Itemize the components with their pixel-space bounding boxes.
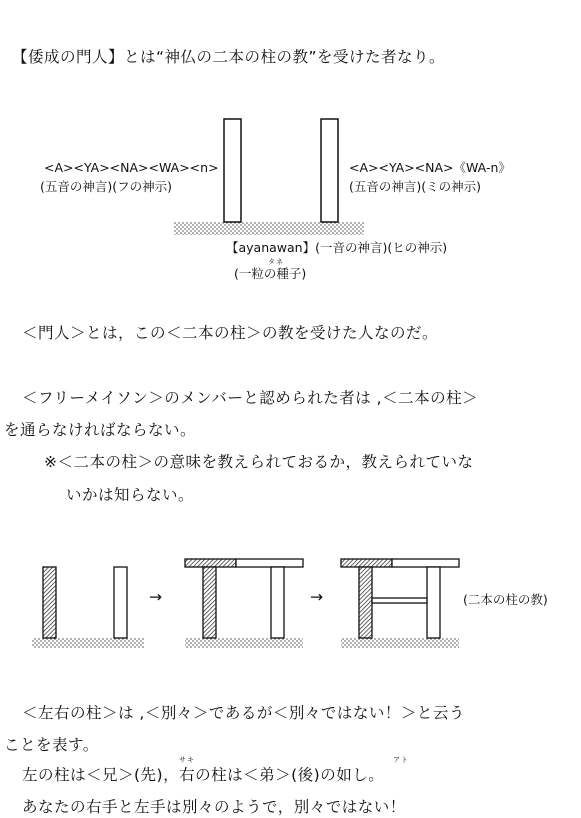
hatched-pillar-3 (359, 567, 372, 638)
hatched-beam-2 (185, 559, 236, 567)
bottom-label: 【ayanawan】(一音の神言)(ヒの神示) (226, 240, 448, 255)
ruby-saki: サキ (179, 756, 195, 764)
plain-pillar-2 (271, 567, 284, 638)
paragraph-brothers: 左の柱は＜兄＞(先)，右の柱は＜弟＞(後)の如し。 (22, 766, 385, 784)
bottom-sublabel: (一粒の種子) (234, 266, 307, 281)
hatched-beam-3 (341, 559, 392, 567)
plain-pillar-1 (114, 567, 127, 638)
diagram-caption: (二本の柱の教) (463, 592, 548, 607)
hatched-pillar-1 (43, 567, 56, 638)
left-pillar-sublabel: (五音の神言)(フの神示) (40, 179, 173, 194)
diagram-pillar-stages (32, 559, 459, 648)
note-line2: いかは知らない。 (66, 486, 195, 504)
crossbar-3 (372, 598, 427, 603)
paragraph-freemason-line2: を通らなければならない。 (4, 421, 197, 439)
ground-strip-3 (341, 638, 459, 648)
paragraph-pillars-line2: ことを表す。 (4, 736, 99, 754)
diagram-two-pillars (174, 119, 364, 235)
ground-strip (174, 222, 364, 235)
arrow-icon: → (310, 588, 324, 606)
ruby-ato: アト (393, 756, 409, 764)
ground-strip-1 (32, 638, 144, 648)
paragraph-hands: あなたの右手と左手は別々のようで，別々ではない！ (22, 798, 406, 816)
plain-pillar-3 (427, 567, 440, 638)
left-pillar (224, 119, 241, 222)
plain-beam-2 (236, 559, 303, 567)
right-pillar (321, 119, 338, 222)
ground-strip-2 (185, 638, 303, 648)
page-title: 【倭成の門人】とは“神仏の二本の柱の教”を受けた者なり。 (12, 48, 446, 66)
right-pillar-label: <A><YA><NA>《WA-n》 (349, 160, 511, 175)
note-line1: ※＜二本の柱＞の意味を教えられておるか，教えられていな (44, 453, 474, 471)
arrow-icon: → (149, 588, 163, 606)
left-pillar-label: <A><YA><NA><WA><n> (44, 160, 219, 175)
right-pillar-sublabel: (五音の神言)(ミの神示) (349, 179, 482, 194)
paragraph-pillars-line1: ＜左右の柱＞は ,＜別々＞であるが＜別々ではない！＞と云う (22, 704, 465, 722)
paragraph-freemason-line1: ＜フリーメイソン＞のメンバーと認められた者は ,＜二本の柱＞ (22, 389, 479, 407)
ruby-tane: タネ (268, 258, 284, 266)
plain-beam-3 (392, 559, 459, 567)
paragraph-disciple: ＜門人＞とは，この＜二本の柱＞の教を受けた人なのだ。 (22, 324, 439, 342)
hatched-pillar-2 (203, 567, 216, 638)
